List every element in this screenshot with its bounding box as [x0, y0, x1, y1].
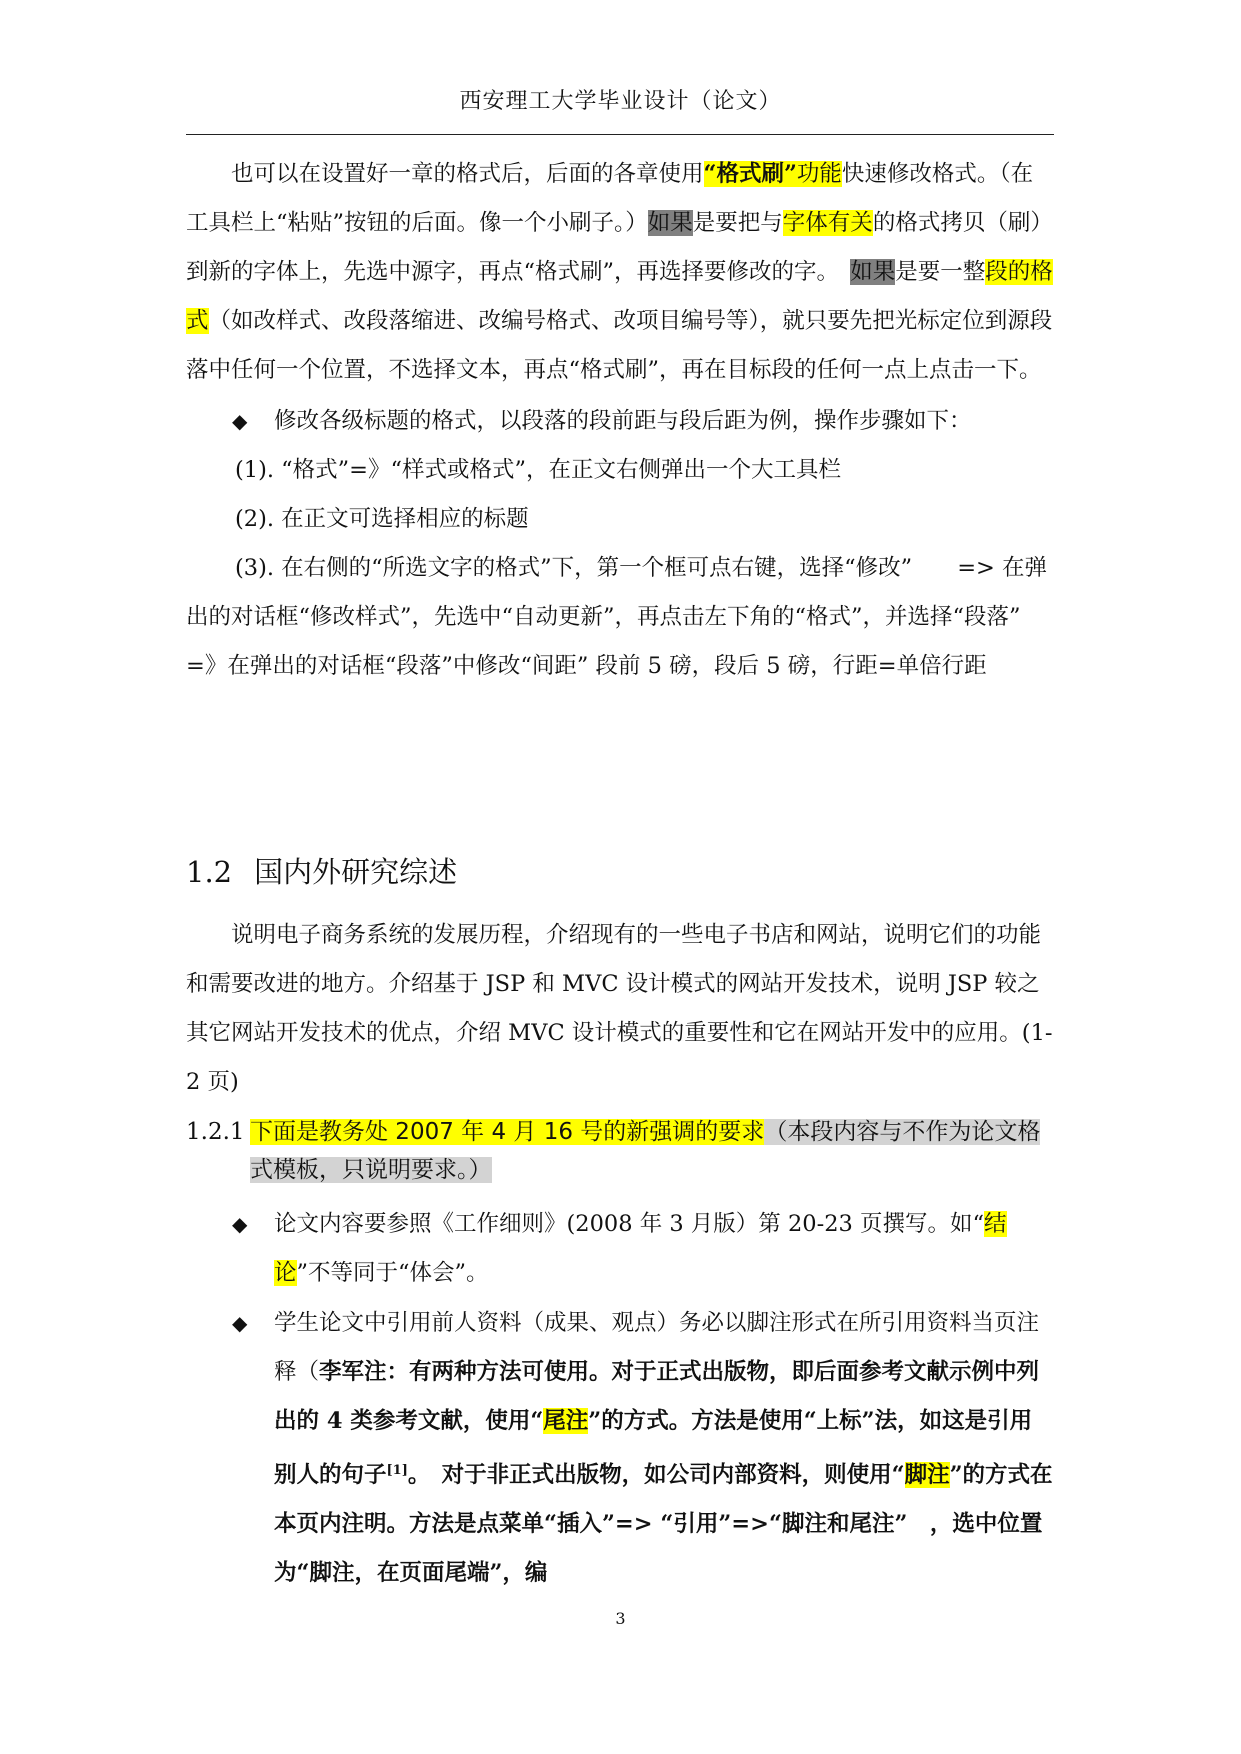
- highlight-format-painter: “格式刷”: [703, 161, 797, 187]
- section-number: 1.2: [186, 855, 233, 889]
- header-rule: [186, 134, 1054, 135]
- step-2: (2). 在正文可选择相应的标题: [235, 506, 529, 532]
- highlight-footnote: 脚注: [904, 1462, 950, 1488]
- text-run: 论文内容要参照《工作细则》(2008 年 3 月版）第 20-23 页撰写。如“: [274, 1211, 984, 1237]
- highlight-if-1: 如果: [647, 210, 693, 236]
- highlight-function: 功能: [796, 161, 842, 187]
- section-heading: [186, 850, 457, 891]
- highlight-if-2: 如果: [850, 259, 896, 285]
- paragraph-format-painter: [186, 150, 1054, 395]
- bold-run: ”的方式在本页内注明。方法是点菜单“插入”=> “引用”=>“脚注和尾注” ，选中位置为“脚注，在页面尾端”，编: [274, 1462, 1053, 1586]
- highlight-conclusion: 结论: [274, 1211, 1007, 1286]
- step-3: (3). 在右侧的“所选文字的格式”下，第一个框可点右键，选择“修改” => 在弹出的对话框“修改样式”，先选中“自动更新”，再点击左下角的“格式”，并选择“段落” =》在弹出的对话框“段落”中修改“间距” 段前 5 磅，段后 5 磅，行距=单倍行距: [186, 555, 1048, 679]
- step-1: (1). “格式”=》“样式或格式”，在正文右侧弹出一个大工具栏: [235, 457, 842, 483]
- bullet-thesis-content: [186, 1200, 1054, 1298]
- subsection-1-2-1: [186, 1113, 1054, 1189]
- text-run: （如改样式、改段落缩进、改编号格式、改项目编号等），就只要先把光标定位到源段落中任何一个位置，不选择文本，再点“格式刷”，再在目标段的任何一点上点击一下。: [186, 308, 1053, 383]
- highlight-endnote: 尾注: [543, 1408, 589, 1434]
- text-run: 学生论文中引用前人资料（成果、观点）务必以脚注形式在所引用资料当页注释（: [274, 1310, 1040, 1385]
- bold-run: ”的方式。方法是使用“上标”法，如这是引用 别人的句子: [274, 1408, 1033, 1488]
- text-run: 的格式拷贝（刷）到新的字体上，先选中源字，再点“格式刷”，再选择要修改的字。: [186, 210, 1053, 285]
- bold-run: 。 对于非正式出版物，如公司内部资料，则使用“: [407, 1462, 905, 1488]
- text-run: ”不等同于“体会”。: [296, 1260, 489, 1286]
- section-title: 国内外研究综述: [254, 855, 458, 889]
- text-run: 也可以在设置好一章的格式后，后面的各章使用: [231, 161, 704, 187]
- diamond-bullet-icon: ◆: [232, 1212, 248, 1236]
- citation-superscript: [1]: [386, 1463, 408, 1478]
- body-block-2: [186, 911, 1054, 1598]
- subsection-number: 1.2.1: [186, 1119, 245, 1145]
- bold-run: 李军注：有两种方法可使用。对于正式出版物，即后面参考文献示例中列出的 4 类参考文献，使用“: [274, 1359, 1040, 1434]
- highlight-note: （本段内容与不作为论文格式模板，只说明要求。）: [250, 1119, 1041, 1183]
- text-run: 快速修改格式。（在工具栏上“粘贴”按钮的后面。像一个小刷子。）: [186, 161, 1034, 236]
- text-run: 修改各级标题的格式，以段落的段前距与段后距为例，操作步骤如下：: [274, 408, 972, 434]
- bullet-heading-format: [186, 397, 1054, 446]
- diamond-bullet-icon: ◆: [232, 1311, 248, 1335]
- page-number: 3: [615, 1609, 626, 1628]
- paragraph-overview: 说明电子商务系统的发展历程，介绍现有的一些电子书店和网站，说明它们的功能和需要改进的地方。介绍基于 JSP 和 MVC 设计模式的网站开发技术，说明 JSP 较之其它网站开发技术的优点，介绍 MVC 设计模式的重要性和它在网站开发中的应用。(1-2 页): [186, 922, 1053, 1095]
- highlight-paragraph-format: 段的格式: [186, 259, 1053, 334]
- highlight-requirement: 下面是教务处 2007 年 4 月 16 号的新强调的要求: [250, 1119, 765, 1145]
- running-header: 西安理工大学毕业设计（论文）: [459, 89, 782, 114]
- bullet-citation: [186, 1299, 1054, 1598]
- text-run: 是要把与: [692, 210, 783, 236]
- diamond-bullet-icon: ◆: [232, 409, 248, 433]
- text-run: 是要一整: [895, 259, 986, 285]
- body-block-1: [186, 150, 1054, 691]
- highlight-font-related: 字体有关: [782, 210, 873, 236]
